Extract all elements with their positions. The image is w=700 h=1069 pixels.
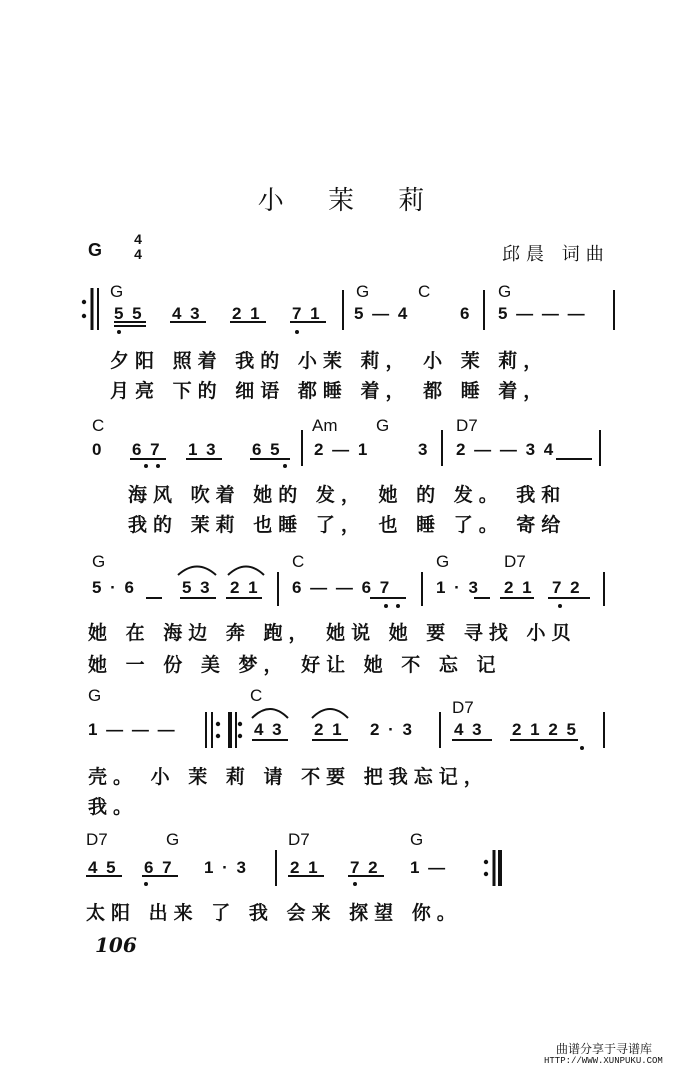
note-group: 1 3 <box>188 440 218 459</box>
chord-label: D7 <box>504 552 526 571</box>
chord-label: C <box>92 416 105 435</box>
chord-label: G <box>436 552 450 571</box>
chord-label: G <box>88 686 102 705</box>
note-group: 6 — — 6 7 <box>292 578 392 597</box>
lyric-line: 夕阳 照着 我的 小茉 莉， 小 茉 莉， <box>110 350 549 372</box>
note-group: 5 5 <box>114 304 144 323</box>
note-group: 5 — — — <box>498 304 587 323</box>
note-group: 0 <box>92 440 104 459</box>
chord-label: G <box>356 282 370 301</box>
note-group: 2 1 2 5 <box>512 720 578 739</box>
chord-label: G <box>92 552 106 571</box>
note-group: 1 — — — <box>88 720 177 739</box>
note-group: 4 3 <box>172 304 202 323</box>
lyric-line: 她 在 海边 奔 跑， 她说 她 要 寻找 小贝 <box>88 622 577 644</box>
time-signature <box>130 232 146 262</box>
time-signature-top: 4 <box>134 231 142 247</box>
chord-label: D7 <box>288 830 310 849</box>
note-group: 5 3 <box>182 578 212 597</box>
note-group: 6 <box>460 304 472 323</box>
lyric-line: 海风 吹着 她的 发， 她 的 发。 我和 <box>128 484 567 506</box>
chord-label: D7 <box>86 830 108 849</box>
note-group: 4 3 <box>454 720 484 739</box>
chord-label: D7 <box>456 416 478 435</box>
lyric-line: 我。 <box>88 796 139 818</box>
note-group: 7 1 <box>292 304 322 323</box>
note-group: 4 5 <box>88 858 118 877</box>
note-group: 1 · 3 <box>436 578 481 597</box>
note-group: 2 1 <box>314 720 344 739</box>
lyric-line: 壳。 小 茉 莉 请 不要 把我忘记， <box>88 766 489 788</box>
note-group: 4 3 <box>254 720 284 739</box>
note-group: 7 2 <box>552 578 582 597</box>
lyric-line: 月亮 下的 细语 都睡 着， 都 睡 着， <box>110 380 549 402</box>
song-title: 小 茉 莉 <box>257 186 443 216</box>
chord-label: G <box>376 416 390 435</box>
note-group: 2 — — 3 4 <box>456 440 556 459</box>
page-number: 106 <box>95 933 137 957</box>
chord-label: G <box>410 830 424 849</box>
lyric-line: 我的 茉莉 也睡 了， 也 睡 了。 寄给 <box>128 514 567 536</box>
chord-label: G <box>166 830 180 849</box>
note-group: 6 5 <box>252 440 282 459</box>
author-credit: 邱晨 词曲 <box>502 244 610 265</box>
note-group: 2 1 <box>232 304 262 323</box>
watermark-text: 曲谱分享于寻谱库 <box>556 1042 653 1056</box>
note-group: 5 — 4 <box>354 304 410 323</box>
lyric-line: 她 一 份 美 梦， 好让 她 不 忘 记 <box>88 654 502 676</box>
key-signature: G <box>88 240 103 260</box>
note-group: 3 <box>418 440 430 459</box>
note-group: 6 7 <box>144 858 174 877</box>
note-group: 1 — <box>410 858 448 877</box>
chord-label: C <box>418 282 431 301</box>
lyric-line: 太阳 出来 了 我 会来 探望 你。 <box>86 902 462 924</box>
note-group: 2 · 3 <box>370 720 415 739</box>
chord-label: C <box>250 686 263 705</box>
note-group: 2 — 1 <box>314 440 370 459</box>
chord-label: D7 <box>452 698 474 717</box>
watermark-url: HTTP://WWW.XUNPUKU.COM <box>544 1056 663 1066</box>
chord-label: G <box>110 282 124 301</box>
chord-label: Am <box>312 416 338 435</box>
note-group: 5 · 6 <box>92 578 137 597</box>
note-group: 6 7 <box>132 440 162 459</box>
time-signature-bottom: 4 <box>134 246 142 262</box>
note-group: 2 1 <box>290 858 320 877</box>
note-group: 2 1 <box>504 578 534 597</box>
chord-label: C <box>292 552 305 571</box>
note-group: 7 2 <box>350 858 380 877</box>
note-group: 2 1 <box>230 578 260 597</box>
chord-label: G <box>498 282 512 301</box>
note-group: 1 · 3 <box>204 858 249 877</box>
